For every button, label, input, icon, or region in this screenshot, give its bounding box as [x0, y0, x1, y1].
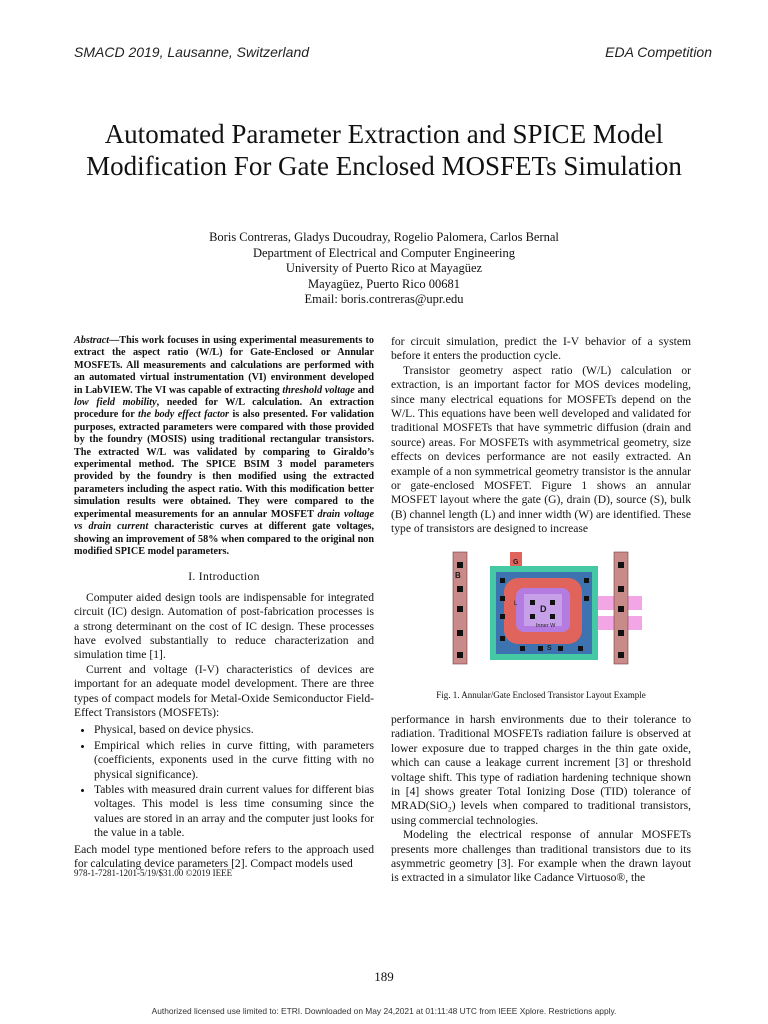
list-item: • Tables with measured drain current values for different bias voltages. This model is less time consuming since the values are stored in an array and the computer just looks for the value in a table. — [94, 783, 374, 841]
drain-label: D — [540, 604, 547, 614]
running-header-right: EDA Competition — [605, 44, 712, 60]
abstract-italic-1: threshold voltage — [282, 384, 355, 396]
page-number: 189 — [374, 969, 394, 984]
list-item: • Physical, based on device physics. — [94, 723, 374, 737]
left-column — [74, 335, 374, 871]
author-university: University of Puerto Rico at Mayagüez — [285, 261, 483, 275]
license-footer: Authorized licensed use limited to: ETRI. Downloaded on May 24,2021 at 01:11:48 UTC from IEEE Xplore. Restrictions apply. — [151, 1006, 617, 1016]
abstract-label: Abstract — [74, 335, 110, 346]
intro-paragraph-3: Each model type mentioned before refers to the approach used for calculating device parameters [2]. Compact models used — [74, 842, 374, 871]
abstract-sep: — — [109, 335, 120, 346]
source-label: S — [547, 645, 552, 652]
abstract — [74, 335, 374, 558]
author-names: Boris Contreras, Gladys Ducoudray, Rogelio Palomera, Carlos Bernal — [209, 230, 559, 244]
copyright-notice: 978-1-7281-1201-5/19/$31.00 ©2019 IEEE — [74, 868, 233, 878]
bulk-label: B — [455, 571, 461, 580]
author-email: Email: boris.contreras@upr.edu — [304, 292, 464, 306]
abstract-text-4: is also presented. For validation purposes, extracted parameters were compared with those provided by the foundry (MOSIS) using traditional rectangular transistors. The extracted W/L was validated by comparing to Giraldo’s experimental method. The SPICE BSIM 3 model parameters provided by the foundry is then modified using the extracted parameters including the aspect ratio. With this modification better simulation results were obtained. They were compared to the experimental measurements for an annular MOSFET — [74, 409, 375, 520]
right-paragraph-2: Transistor geometry aspect ratio (W/L) calculation or extraction, is an important factor for MOS devices modeling, since many electrical equations for MOSFETs depend on the W/L. This equations have been well developed and validated for traditional MOSFETs that have symmetric diffusion (drain and source) areas. For MOSFETs with asymmetrical geometry, size effects on devices performance are not easily extracted. An example of a non symmetrical geometry transistor is the annular or gate-enclosed MOSFET. Figure 1 shows an annular MOSFET layout where the gate (G), drain (D), source (S), bulk (B) channel length (L) and inner width (W) are identified. These type of transistors are designed to increase — [391, 363, 691, 536]
right-column-top — [391, 335, 691, 537]
right-paragraph-4: Modeling the electrical response of annular MOSFETs presents more challenges than traditional transistors due to its asymmetric geometry [3]. For example when the drawn layout is extracted in a simulator like Cadance Virtuoso®, the — [391, 828, 691, 885]
right-column-bottom — [391, 713, 691, 886]
abstract-text-5: characteristic curves at different gate voltages, showing an improvement of 58% when compared to the original non modified SPICE model parameters. — [74, 521, 374, 557]
section-heading-introduction: I. Introduction — [188, 570, 260, 584]
author-department: Department of Electrical and Computer Engineering — [252, 245, 516, 260]
right-paragraph-3: performance in harsh environments due to their tolerance to radiation. Traditional MOSFETs radiation failure is observed at lower exposure due to trapped charges in the thin gate oxide, which can cause a leakage current increment [3] or threshold voltage shift. This type of radiation hardening technique shown in [4] shows greater Total Ionizing Dose (TID) tolerance of MRAD(SiO₂) levels when compared to traditional transistors, using commercial technologies. — [391, 713, 691, 827]
model-types-list — [74, 723, 374, 840]
intro-paragraph-1: Computer aided design tools are indispensable for integrated circuit (IC) design. Automation of post-fabrication processes is a strong determinant on the cost of IC design. These processes have evolved substantially to reduce characterization and simulation time [1]. — [74, 590, 374, 662]
paper-title: Automated Parameter Extraction and SPICE Model Modification For Gate Enclosed MOSFETs Simulation — [86, 119, 682, 181]
running-header-left: SMACD 2019, Lausanne, Switzerland — [74, 44, 310, 60]
author-block — [60, 230, 708, 308]
list-item: • Empirical which relies in curve fitting, with parameters (coefficients, exponents used in the curve fitting with no physical significance). — [94, 739, 374, 782]
intro-paragraph-2: Current and voltage (I-V) characteristics of devices are important for an adequate model development. There are three types of compact models for Metal-Oxide Semiconductor Field-Effect Transistors (MOSFETs): — [74, 662, 374, 719]
abstract-italic-2: low field mobility — [74, 397, 157, 409]
abstract-text-1: This work focuses in using experimental measurements to extract the aspect ratio (W/L) for Gate-Enclosed or Annular MOSFETs. All measurements and calculations are performed with an automated virtual instrumentation (VI) environment developed in LabVIEW. The VI was capable of extracting — [74, 335, 374, 396]
abstract-italic-3: the body effect factor — [138, 409, 230, 421]
author-city: Mayagüez, Puerto Rico 00681 — [307, 276, 461, 291]
right-paragraph-1: for circuit simulation, predict the I-V behavior of a system before it enters the production cycle. — [391, 335, 691, 363]
abstract-italic-4: drain voltage vs drain current — [74, 508, 374, 533]
annular-mosfet-layout-figure — [450, 548, 642, 666]
gate-label: G — [513, 559, 519, 566]
abstract-text-3: , needed for W/L calculation. An extraction procedure for — [74, 397, 374, 421]
inner-width-label: Inner W — [536, 623, 556, 629]
abstract-text-2: and — [354, 384, 374, 396]
length-label: L — [514, 601, 518, 607]
figure-caption: Fig. 1. Annular/Gate Enclosed Transistor Layout Example — [436, 690, 646, 700]
